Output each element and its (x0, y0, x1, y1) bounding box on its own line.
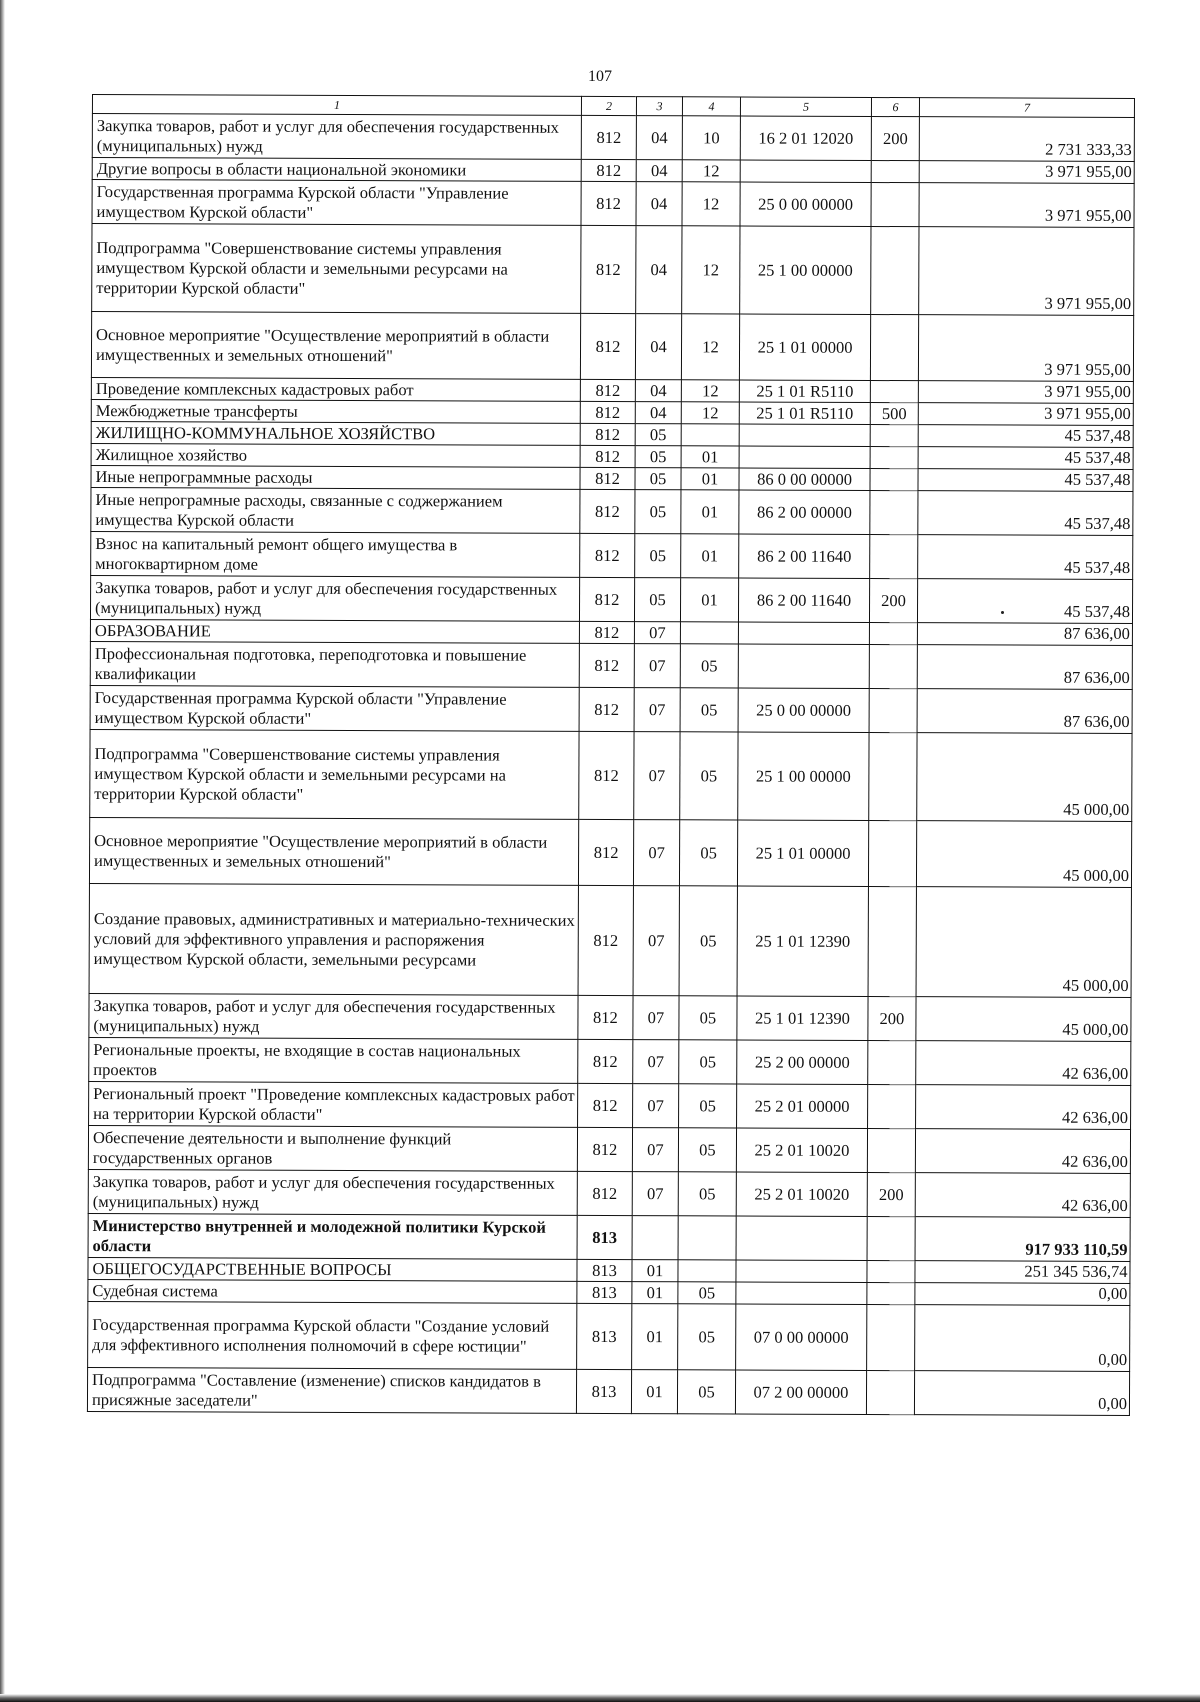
row-target-article: 25 1 01 12390 (737, 996, 868, 1041)
row-section: 01 (632, 1260, 678, 1282)
budget-table-body (87, 95, 1134, 1416)
row-amount: 45 000,00 (917, 733, 1132, 822)
row-subsection: 12 (682, 182, 740, 226)
row-expense-type (870, 314, 918, 380)
row-name: ОБЩЕГОСУДАРСТВЕННЫЕ ВОПРОСЫ (88, 1257, 577, 1281)
row-admin-code: 812 (579, 731, 634, 819)
row-subsection: 05 (679, 1084, 737, 1128)
row-expense-type (870, 490, 918, 534)
row-admin-code: 812 (578, 885, 633, 995)
row-section: 05 (635, 490, 681, 534)
stray-ink-dot (1001, 611, 1004, 614)
row-admin-code: 812 (577, 1171, 632, 1215)
row-expense-type (868, 1084, 916, 1128)
row-name: Межбюджетные трансферты (91, 399, 580, 423)
row-amount: 2 731 333,33 (919, 117, 1134, 162)
row-section: 07 (633, 1040, 679, 1084)
row-expense-type (870, 380, 918, 402)
row-amount: 42 636,00 (916, 1041, 1131, 1086)
row-subsection: 05 (678, 1304, 736, 1370)
row-admin-code: 813 (576, 1369, 631, 1413)
row-subsection: 12 (682, 160, 740, 182)
row-section: 07 (633, 886, 679, 996)
row-target-article: 25 0 00 00000 (740, 182, 871, 227)
row-section: 04 (635, 402, 681, 424)
row-name: Закупка товаров, работ и услуг для обеспечения государственных (муниципальных) нужд (89, 993, 578, 1039)
row-admin-code: 812 (581, 181, 636, 225)
row-target-article: 25 2 01 10020 (736, 1172, 867, 1217)
row-admin-code: 812 (581, 115, 636, 159)
row-target-article: 25 2 01 00000 (737, 1084, 868, 1129)
row-subsection: 01 (681, 446, 739, 468)
row-amount: 45 537,48 (918, 425, 1133, 448)
row-admin-code: 812 (578, 995, 633, 1039)
row-name: Закупка товаров, работ и услуг для обеспечения государственных (муниципальных) нужд (90, 575, 579, 621)
table-row (92, 224, 1134, 316)
table-row (87, 1367, 1129, 1415)
row-expense-type (870, 424, 918, 446)
header-col-6: 6 (871, 97, 919, 116)
row-amount: 45 537,48 (918, 447, 1133, 470)
row-expense-type (870, 446, 918, 468)
row-target-article: 86 0 00 00000 (739, 468, 870, 491)
row-target-article (739, 446, 870, 469)
row-subsection: 05 (678, 1282, 736, 1304)
row-name: Другие вопросы в области национальной экономики (92, 158, 581, 182)
row-section: 07 (634, 644, 680, 688)
row-name: ЖИЛИЩНО-КОММУНАЛЬНОЕ ХОЗЯЙСТВО (91, 421, 580, 445)
row-subsection: 01 (681, 490, 739, 534)
row-amount: 3 971 955,00 (918, 315, 1133, 382)
row-section: 04 (635, 314, 681, 380)
row-target-article: 16 2 01 12020 (740, 116, 871, 161)
row-amount: 0,00 (915, 1283, 1130, 1306)
row-subsection: 10 (682, 116, 740, 160)
row-admin-code: 812 (578, 819, 633, 885)
row-name: Подпрограмма "Составление (изменение) списков кандидатов в присяжные заседатели" (87, 1367, 576, 1413)
row-name: Иные непрограммные расходы (91, 465, 580, 489)
row-amount: 87 636,00 (917, 689, 1132, 734)
row-target-article (736, 1282, 867, 1305)
row-amount: 3 971 955,00 (918, 403, 1133, 426)
budget-table-wrapper (87, 94, 1135, 1416)
table-row (91, 531, 1133, 579)
row-subsection: 05 (680, 644, 738, 688)
row-expense-type (871, 226, 919, 314)
row-amount: 45 000,00 (916, 821, 1131, 888)
table-row (88, 1125, 1130, 1173)
row-section: 01 (631, 1370, 677, 1414)
row-expense-type (869, 622, 917, 644)
row-expense-type (871, 160, 919, 182)
row-section: 07 (634, 732, 680, 820)
row-amount: 45 000,00 (916, 887, 1131, 998)
row-target-article (740, 160, 871, 183)
row-amount: 45 537,48 (918, 469, 1133, 492)
row-expense-type (867, 1216, 915, 1260)
row-subsection: 05 (680, 688, 738, 732)
row-admin-code: 813 (577, 1281, 632, 1303)
header-col-7: 7 (919, 98, 1134, 118)
row-name: Министерство внутренней и молодежной политики Курской области (88, 1213, 577, 1259)
row-admin-code: 812 (579, 687, 634, 731)
row-target-article: 25 1 01 R5110 (739, 380, 870, 403)
row-target-article (739, 424, 870, 447)
row-expense-type: 200 (871, 116, 919, 160)
row-subsection: 05 (679, 996, 737, 1040)
row-amount: 3 971 955,00 (919, 161, 1134, 184)
row-subsection: 05 (678, 1172, 736, 1216)
table-row (91, 487, 1133, 535)
row-name: Региональный проект "Проведение комплексных кадастровых работ на территории Курской области" (89, 1081, 578, 1127)
row-expense-type (869, 688, 917, 732)
row-target-article: 25 1 01 00000 (737, 820, 868, 887)
scan-edge-bottom (0, 1694, 1200, 1702)
row-amount: 42 636,00 (915, 1129, 1130, 1174)
row-admin-code: 812 (580, 313, 635, 379)
row-section: 05 (635, 446, 681, 468)
row-amount: 45 537,48 (918, 535, 1133, 580)
table-row (90, 641, 1132, 689)
row-target-article: 25 2 01 10020 (736, 1128, 867, 1173)
row-section: 01 (632, 1282, 678, 1304)
row-section: 07 (633, 996, 679, 1040)
row-expense-type (869, 732, 917, 820)
row-admin-code: 812 (580, 445, 635, 467)
row-target-article: 07 0 00 00000 (736, 1304, 867, 1371)
row-name: Профессиональная подготовка, переподготовка и повышение квалификации (90, 641, 579, 687)
row-amount: 45 537,48 (918, 491, 1133, 536)
row-section (632, 1216, 678, 1260)
row-subsection: 05 (679, 886, 737, 996)
row-name: Государственная программа Курской области "Управление имуществом Курской области" (90, 685, 579, 731)
row-name: Основное мероприятие "Осуществление мероприятий в области имущественных и земельных отношений" (91, 312, 580, 380)
row-admin-code: 813 (577, 1259, 632, 1281)
row-name: Судебная система (88, 1279, 577, 1303)
row-amount: 87 636,00 (917, 645, 1132, 690)
row-name: Государственная программа Курской области "Управление имуществом Курской области" (92, 180, 581, 226)
row-amount: 0,00 (914, 1371, 1129, 1416)
page-number: 107 (588, 68, 612, 85)
row-name: Закупка товаров, работ и услуг для обеспечения государственных (муниципальных) нужд (88, 1169, 577, 1215)
row-admin-code: 813 (577, 1215, 632, 1259)
table-row (91, 312, 1133, 382)
row-subsection (681, 424, 739, 446)
row-expense-type: 200 (867, 1172, 915, 1216)
row-expense-type: 200 (869, 578, 917, 622)
row-expense-type (867, 1128, 915, 1172)
row-target-article: 86 2 00 11640 (739, 534, 870, 579)
row-section: 07 (633, 820, 679, 886)
row-section: 07 (632, 1128, 678, 1172)
row-expense-type (871, 182, 919, 226)
row-section: 04 (636, 116, 682, 160)
row-name: Обеспечение деятельности и выполнение функций государственных органов (88, 1125, 577, 1171)
row-admin-code: 812 (577, 1127, 632, 1171)
row-name: Проведение комплексных кадастровых работ (91, 377, 580, 401)
row-admin-code: 812 (581, 225, 636, 313)
row-subsection: 05 (679, 820, 737, 886)
table-row (89, 1037, 1131, 1085)
row-target-article: 25 1 01 R5110 (739, 402, 870, 425)
row-target-article (736, 1216, 867, 1261)
table-row (90, 685, 1132, 733)
row-subsection: 12 (682, 226, 740, 314)
row-section: 01 (632, 1304, 678, 1370)
row-target-article: 25 1 00 00000 (738, 732, 869, 821)
row-expense-type (867, 1260, 915, 1282)
row-admin-code: 812 (579, 577, 634, 621)
table-row (90, 729, 1132, 821)
row-subsection: 05 (679, 1040, 737, 1084)
row-expense-type (868, 820, 916, 886)
row-expense-type (867, 1304, 915, 1370)
row-section: 07 (634, 622, 680, 644)
row-subsection: 05 (680, 732, 738, 820)
row-section: 07 (632, 1172, 678, 1216)
row-name: Взнос на капитальный ремонт общего имущества в многоквартирном доме (91, 531, 580, 577)
row-target-article: 25 2 00 00000 (737, 1040, 868, 1085)
row-expense-type (870, 534, 918, 578)
row-expense-type (867, 1282, 915, 1304)
row-name: Региональные проекты, не входящие в состав национальных проектов (89, 1037, 578, 1083)
table-row (92, 180, 1134, 228)
table-row (88, 1169, 1130, 1217)
budget-table (87, 94, 1135, 1416)
row-amount: 3 971 955,00 (919, 183, 1134, 228)
row-subsection (678, 1216, 736, 1260)
scan-edge-left (0, 0, 5, 1702)
row-amount: 45 000,00 (916, 997, 1131, 1042)
row-section: 04 (635, 380, 681, 402)
row-target-article (738, 622, 869, 645)
row-subsection: 01 (681, 468, 739, 490)
row-name: Подпрограмма "Совершенствование системы управления имуществом Курской области и земельными ресурсами на территории Курской области" (90, 729, 579, 819)
table-row (89, 883, 1131, 997)
row-expense-type (868, 1040, 916, 1084)
row-subsection: 05 (678, 1128, 736, 1172)
row-section: 05 (635, 468, 681, 490)
row-section: 05 (635, 424, 681, 446)
row-section: 05 (634, 578, 680, 622)
row-target-article: 25 0 00 00000 (738, 688, 869, 733)
row-name: Жилищное хозяйство (91, 443, 580, 467)
row-name: ОБРАЗОВАНИЕ (90, 619, 579, 643)
row-section: 07 (634, 688, 680, 732)
row-section: 05 (635, 534, 681, 578)
row-amount: 87 636,00 (917, 623, 1132, 646)
row-name: Подпрограмма "Совершенствование системы управления имуществом Курской области и земельными ресурсами на территории Курской области" (92, 224, 581, 314)
row-expense-type (869, 644, 917, 688)
row-target-article (738, 644, 869, 689)
row-amount: 251 345 536,74 (915, 1261, 1130, 1284)
row-amount: 917 933 110,59 (915, 1217, 1130, 1262)
row-admin-code: 813 (577, 1303, 632, 1369)
row-name: Закупка товаров, работ и услуг для обеспечения государственных (муниципальных) нужд (92, 114, 581, 160)
row-admin-code: 812 (579, 621, 634, 643)
table-row (92, 114, 1134, 162)
row-admin-code: 812 (580, 401, 635, 423)
row-admin-code: 812 (580, 379, 635, 401)
row-admin-code: 812 (580, 533, 635, 577)
row-target-article (736, 1260, 867, 1283)
header-col-2: 2 (581, 96, 636, 115)
row-admin-code: 812 (578, 1039, 633, 1083)
row-name: Создание правовых, административных и материально-технических условий для эффективного управления и распоряжения имуществом Курской области, земельными ресурсами (89, 883, 578, 995)
row-subsection: 01 (680, 578, 738, 622)
row-admin-code: 812 (579, 643, 634, 687)
row-name: Иные непрограмные расходы, связанные с соджержанием имущества Курской области (91, 487, 580, 533)
table-row (89, 817, 1131, 887)
row-expense-type (868, 886, 916, 996)
table-row (89, 1081, 1131, 1129)
row-target-article: 25 1 00 00000 (740, 226, 871, 315)
row-target-article: 25 1 01 12390 (737, 886, 868, 997)
header-col-1: 1 (92, 95, 581, 116)
table-row (88, 1213, 1130, 1261)
row-expense-type: 200 (868, 996, 916, 1040)
row-amount: 3 971 955,00 (918, 381, 1133, 404)
row-target-article: 86 2 00 00000 (739, 490, 870, 535)
row-subsection: 12 (681, 314, 739, 380)
row-amount: 3 971 955,00 (919, 227, 1134, 316)
table-row (89, 993, 1131, 1041)
row-target-article: 25 1 01 00000 (739, 314, 870, 381)
row-amount: 0,00 (915, 1305, 1130, 1372)
row-expense-type (870, 468, 918, 490)
row-name: Основное мероприятие "Осуществление мероприятий в области имущественных и земельных отношений" (89, 817, 578, 885)
row-name: Государственная программа Курской области "Создание условий для эффективного исполнения полномочий в сфере юстиции" (88, 1301, 577, 1369)
row-amount: 45 537,48 (917, 579, 1132, 624)
row-subsection: 12 (681, 402, 739, 424)
row-section: 04 (636, 226, 682, 314)
row-target-article: 07 2 00 00000 (735, 1370, 866, 1415)
header-col-3: 3 (636, 97, 682, 116)
row-subsection: 12 (681, 380, 739, 402)
row-admin-code: 812 (580, 467, 635, 489)
row-section: 04 (636, 182, 682, 226)
row-expense-type: 500 (870, 402, 918, 424)
row-subsection (680, 622, 738, 644)
table-row (88, 1301, 1130, 1371)
row-admin-code: 812 (580, 489, 635, 533)
row-admin-code: 812 (578, 1083, 633, 1127)
row-subsection (678, 1260, 736, 1282)
row-subsection: 05 (677, 1370, 735, 1414)
header-col-4: 4 (682, 97, 740, 116)
row-subsection: 01 (681, 534, 739, 578)
row-section: 04 (636, 160, 682, 182)
row-amount: 42 636,00 (916, 1085, 1131, 1130)
row-target-article: 86 2 00 11640 (738, 578, 869, 623)
header-col-5: 5 (740, 97, 871, 117)
row-admin-code: 812 (580, 423, 635, 445)
row-expense-type (866, 1370, 914, 1414)
row-amount: 42 636,00 (915, 1173, 1130, 1218)
row-section: 07 (633, 1084, 679, 1128)
row-admin-code: 812 (581, 159, 636, 181)
table-row (90, 575, 1132, 623)
